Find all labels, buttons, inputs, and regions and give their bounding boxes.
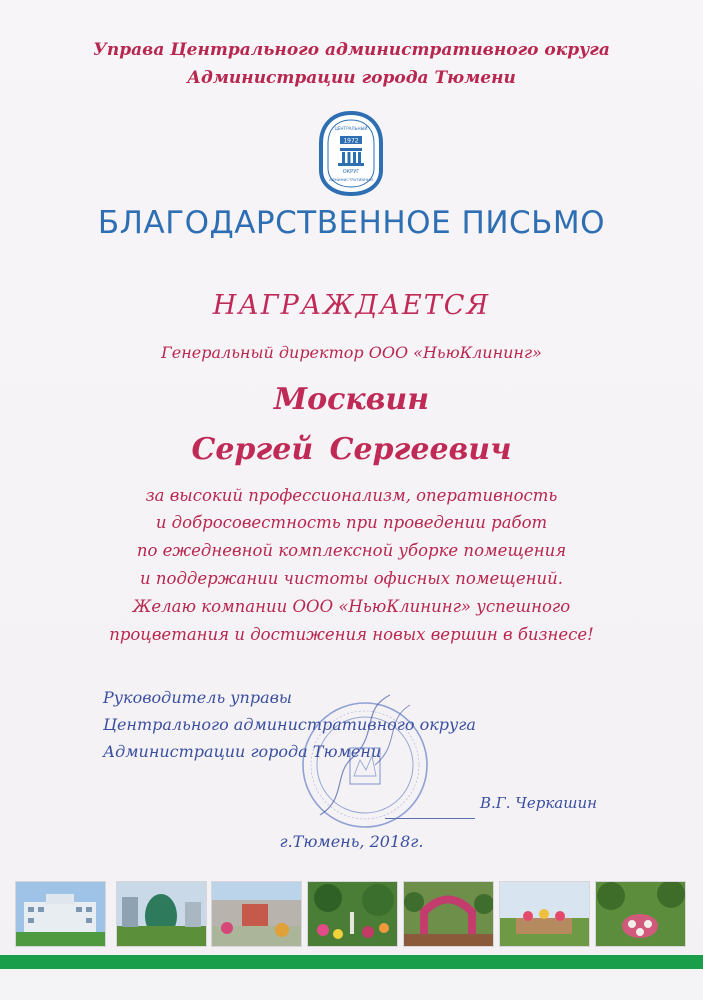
- reason-line: по ежедневной комплексной уборке помещения: [136, 541, 567, 560]
- issuer-line-1: Управа Центрального административного округа: [93, 40, 610, 60]
- signatory-title-3: Администрации города Тюмени: [103, 742, 382, 761]
- page-footer: [0, 969, 703, 1000]
- reason-line: и добросовестность при проведении работ: [155, 513, 548, 532]
- emblem-middle-text: ОКРУГ: [342, 169, 360, 175]
- city-square-photo: [211, 881, 302, 947]
- flower-arch-photo: [403, 881, 494, 947]
- flower-garden-photo: [307, 881, 398, 947]
- signatory-title-2: Центрального административного округа: [103, 715, 476, 734]
- footer-green-bar: [0, 955, 703, 969]
- government-building-photo: [15, 881, 106, 947]
- reason-line: и поддержании чистоты офисных помещений.: [140, 569, 563, 588]
- reason-line: за высокий профессионализм, оперативность: [145, 486, 558, 505]
- park-sculpture-photo: [595, 881, 686, 947]
- flowerbed-photo: [499, 881, 590, 947]
- emblem-side-text: АДМИНИСТРАТИВНЫЙ: [328, 177, 374, 182]
- reason-line: процветания и достижения новых вершин в бизнесе!: [109, 625, 594, 644]
- signatory-name: В.Г. Черкашин: [480, 794, 597, 812]
- signature-line: [385, 818, 475, 819]
- monument-park-photo: [116, 881, 207, 947]
- emblem-top-text: ЦЕНТРАЛЬНЫЙ: [334, 126, 368, 131]
- reason-line: Желаю компании ООО «НьюКлининг» успешного: [132, 597, 571, 616]
- signatory-title-1: Руководитель управы: [103, 688, 292, 707]
- document-title: БЛАГОДАРСТВЕННОЕ ПИСЬМО: [97, 205, 606, 241]
- photo-strip: [15, 881, 688, 947]
- issuer-line-2: Администрации города Тюмени: [187, 68, 516, 88]
- recipient-position: Генеральный директор ООО «НьюКлининг»: [161, 343, 542, 362]
- emblem-year: 1972: [343, 137, 359, 145]
- place-and-date: г.Тюмень, 2018г.: [279, 832, 424, 851]
- recipient-surname: Москвин: [273, 382, 430, 417]
- district-emblem-icon: [318, 110, 384, 196]
- recipient-given-names: Сергей Сергеевич: [191, 432, 512, 467]
- award-heading: НАГРАЖДАЕТСЯ: [212, 290, 491, 321]
